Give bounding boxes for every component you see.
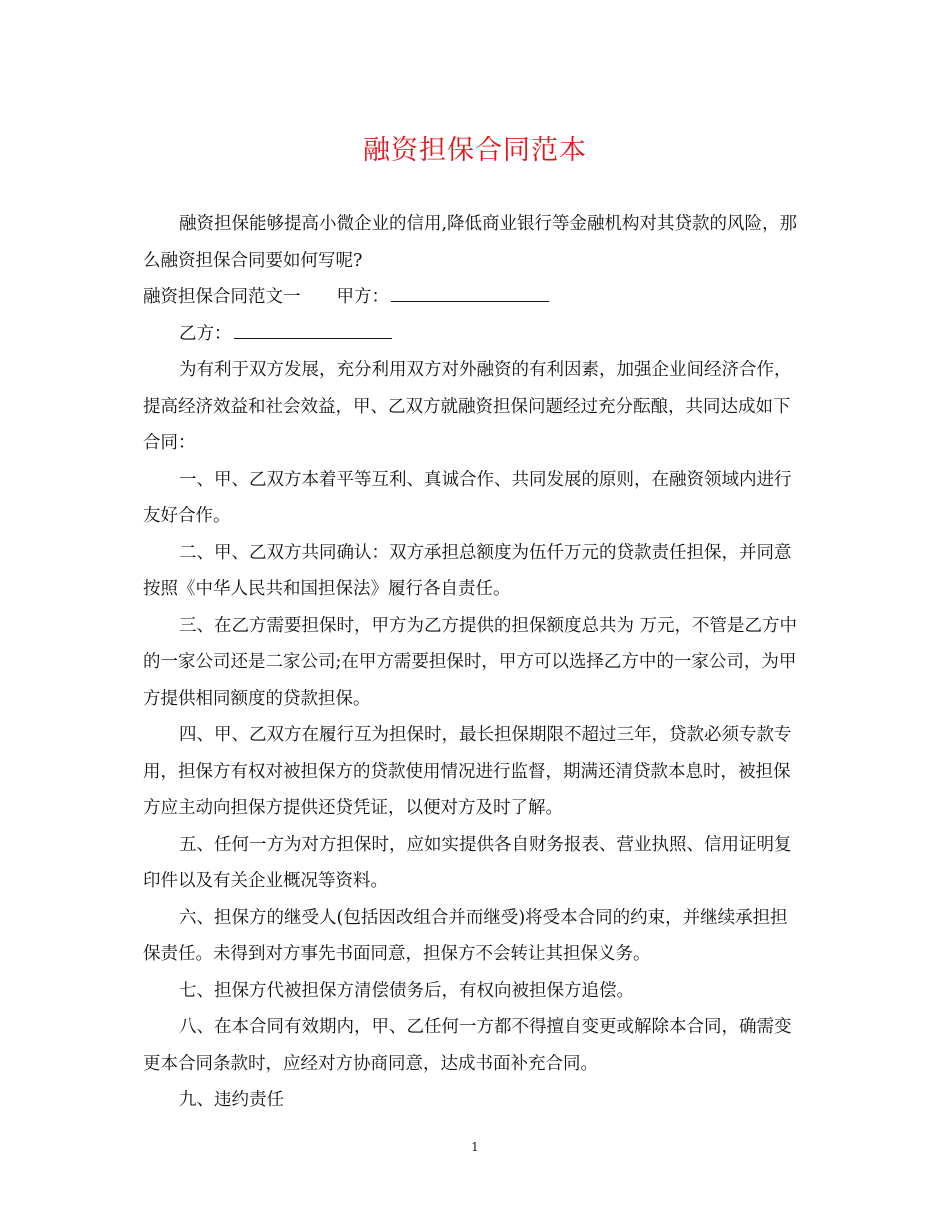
party-b-line — [143, 316, 803, 353]
clause-1: 一、甲、乙双方本着平等互利、真诚合作、共同发展的原则，在融资领域内进行友好合作。 — [143, 469, 792, 526]
clause-3: 三、在乙方需要担保时，甲方为乙方提供的担保额度总共为 万元，不管是乙方中的一家公司还是二家公司;在甲方需要担保时，甲方可以选择乙方中的一家公司，为甲方提供相同额度的贷款担保。 — [143, 615, 798, 709]
party-a-blank — [391, 283, 549, 302]
document-title: 融资担保合同范本 — [363, 135, 587, 166]
clause-9: 九、违约责任 — [179, 1090, 284, 1110]
sample-label: 融资担保合同范文一 — [143, 287, 301, 307]
document-body — [143, 206, 803, 1119]
sample-party-a-line — [143, 279, 803, 316]
preamble-paragraph: 为有利于双方发展，充分利用双方对外融资的有利因素，加强企业间经济合作，提高经济效益和社会效益，甲、乙双方就融资担保问题经过充分酝酿，共同达成如下合同： — [143, 360, 792, 453]
clause-7: 七、担保方代被担保方清偿债务后，有权向被担保方追偿。 — [179, 980, 634, 1001]
clause-8: 八、在本合同有效期内，甲、乙任何一方都不得擅自变更或解除本合同，确需变更本合同条款时，应经对方协商同意，达成书面补充合同。 — [143, 1017, 792, 1074]
party-a-label: 甲方： — [336, 287, 389, 307]
party-b-label: 乙方： — [179, 323, 232, 344]
clause-2: 二、甲、乙双方共同确认：双方承担总额度为伍仟万元的贷款责任担保，并同意按照《中华人民共和国担保法》履行各自责任。 — [143, 542, 792, 599]
page-number: 1 — [471, 1140, 479, 1154]
clause-5: 五、任何一方为对方担保时，应如实提供各自财务报表、营业执照、信用证明复印件以及有关企业概况等资料。 — [143, 834, 792, 891]
clause-6: 六、担保方的继受人(包括因改组合并而继受)将受本合同的约束，并继续承担担保责任。未得到对方事先书面同意，担保方不会转让其担保义务。 — [143, 907, 788, 964]
party-b-blank — [234, 320, 392, 339]
clause-4: 四、甲、乙双方在履行互为担保时，最长担保期限不超过三年，贷款必须专款专用，担保方有权对被担保方的贷款使用情况进行监督，期满还清贷款本息时，被担保方应主动向担保方提供还贷凭证，以便对方及时了解。 — [143, 725, 792, 818]
intro-paragraph: 融资担保能够提高小微企业的信用,降低商业银行等金融机构对其贷款的风险，那么融资担保合同要如何写呢? — [143, 214, 798, 271]
